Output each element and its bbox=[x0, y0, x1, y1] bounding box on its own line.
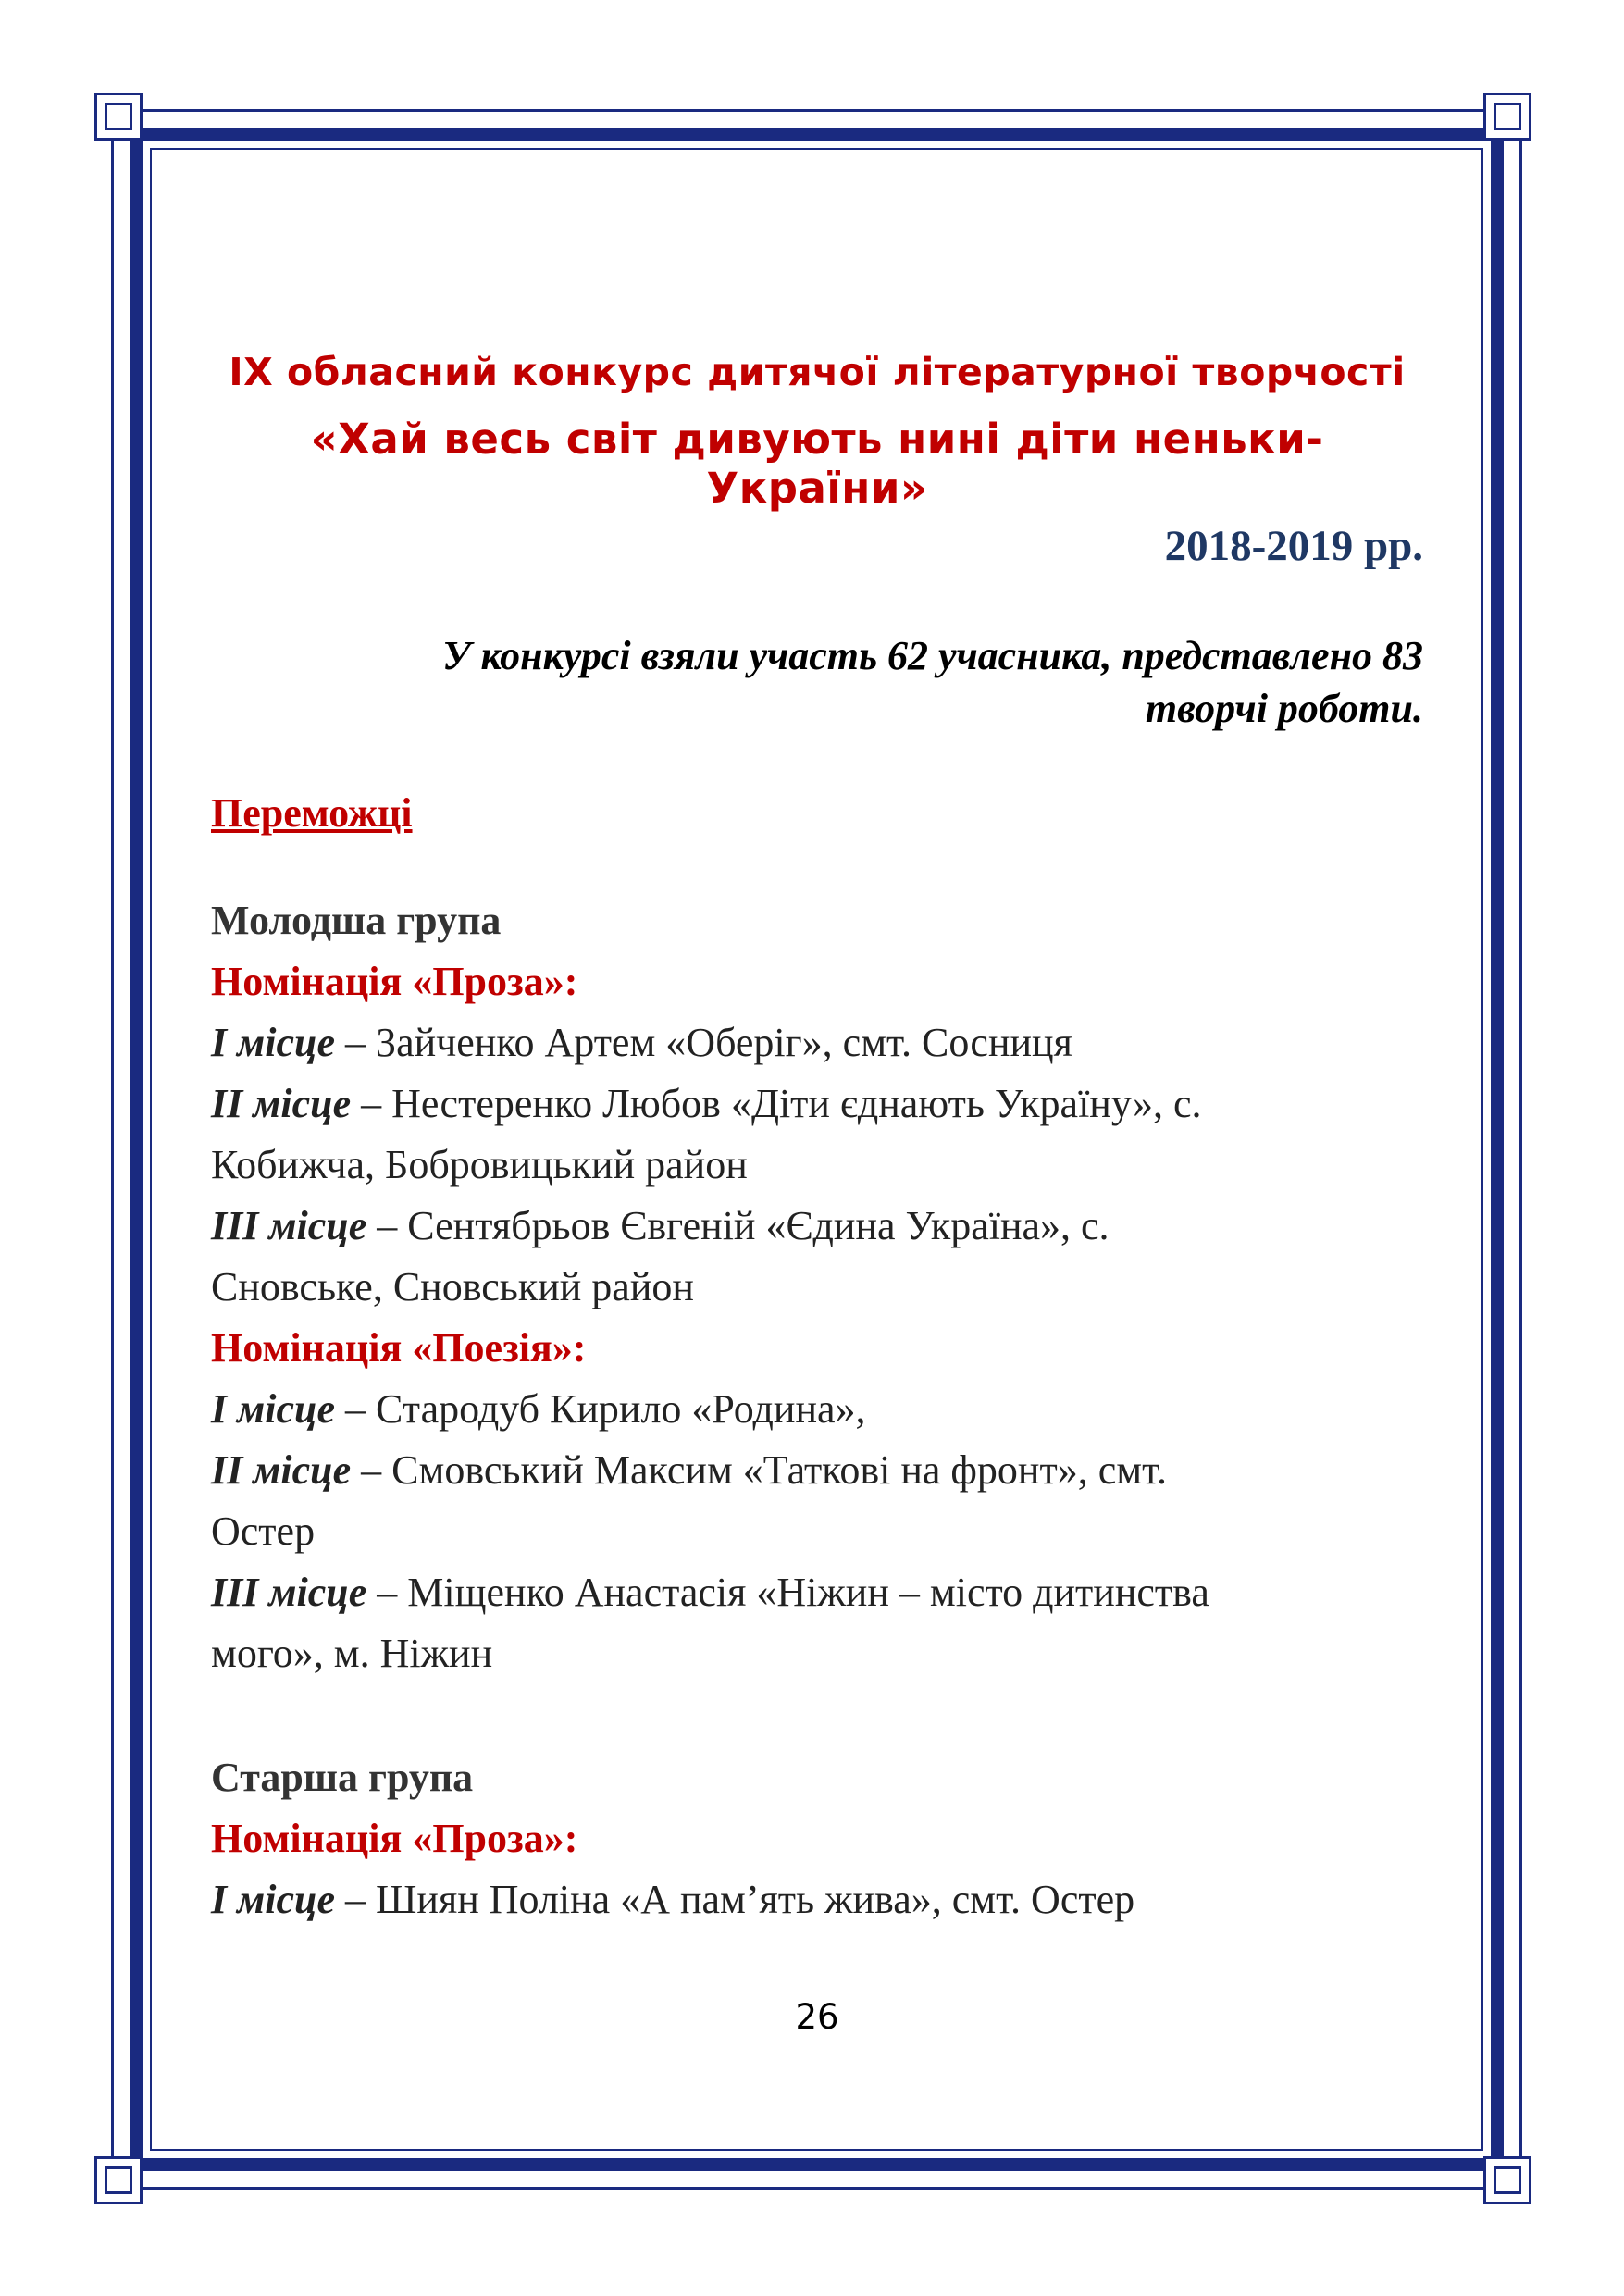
junior-group-section bbox=[211, 890, 1423, 1684]
contest-years: 2018-2019 рр. bbox=[1164, 522, 1423, 570]
frame-corner-ornament bbox=[94, 93, 143, 141]
participation-summary bbox=[313, 629, 1423, 735]
place-label: I місце bbox=[211, 1020, 336, 1065]
frame-corner-ornament bbox=[94, 2156, 143, 2204]
award-text: – Смовський Максим «Таткові на фронт», смт. bbox=[351, 1447, 1167, 1493]
award-text-continuation: Остер bbox=[211, 1508, 316, 1554]
frame-corner-ornament bbox=[1483, 93, 1531, 141]
award-text: – Шиян Поліна «А пам’ять жива», смт. Остер bbox=[335, 1877, 1135, 1922]
award-text: – Нестеренко Любов «Діти єднають Україну», с. bbox=[351, 1081, 1202, 1126]
award-entry bbox=[211, 1869, 1423, 1930]
award-text: – Міщенко Анастасія «Ніжин – місто дитинства bbox=[366, 1570, 1209, 1615]
place-label: I місце bbox=[211, 1386, 336, 1432]
nomination-heading: Номінація «Проза»: bbox=[211, 959, 578, 1004]
place-label: III місце bbox=[211, 1203, 367, 1248]
award-text-continuation: Кобижча, Бобровицький район bbox=[211, 1142, 748, 1187]
contest-title-line1: IX обласний конкурс дитячої літературної творчості bbox=[229, 350, 1406, 394]
group-heading: Старша група bbox=[211, 1755, 474, 1800]
award-text-continuation: Сновське, Сновський район bbox=[211, 1264, 694, 1309]
place-label: II місце bbox=[211, 1081, 352, 1126]
winners-heading: Переможці bbox=[211, 790, 413, 836]
page-number: 26 bbox=[795, 1997, 839, 2037]
summary-line: творчі роботи. bbox=[1145, 686, 1423, 731]
senior-group-section bbox=[211, 1747, 1423, 1930]
award-entry bbox=[211, 1440, 1423, 1501]
award-entry bbox=[211, 1196, 1423, 1257]
award-text-continuation: мого», м. Ніжин bbox=[211, 1631, 493, 1676]
award-entry bbox=[211, 1379, 1423, 1440]
award-entry bbox=[211, 1562, 1423, 1623]
award-entry bbox=[211, 1012, 1423, 1074]
award-text: – Зайченко Артем «Оберіг», смт. Сосниця bbox=[335, 1020, 1072, 1065]
contest-title-line2: «Хай весь світ дивують нині діти неньки-України» bbox=[310, 415, 1324, 513]
nomination-heading: Номінація «Поезія»: bbox=[211, 1325, 587, 1371]
frame-corner-ornament bbox=[1483, 2156, 1531, 2204]
place-label: III місце bbox=[211, 1570, 367, 1615]
place-label: I місце bbox=[211, 1877, 336, 1922]
summary-line: У конкурсі взяли участь 62 учасника, представлено 83 bbox=[441, 633, 1423, 678]
place-label: II місце bbox=[211, 1447, 352, 1493]
award-text: – Сентябрьов Євгеній «Єдина Україна», с. bbox=[366, 1203, 1110, 1248]
award-text: – Стародуб Кирило «Родина», bbox=[335, 1386, 866, 1432]
nomination-heading: Номінація «Проза»: bbox=[211, 1816, 578, 1861]
group-heading: Молодша група bbox=[211, 898, 502, 943]
award-entry bbox=[211, 1074, 1423, 1135]
